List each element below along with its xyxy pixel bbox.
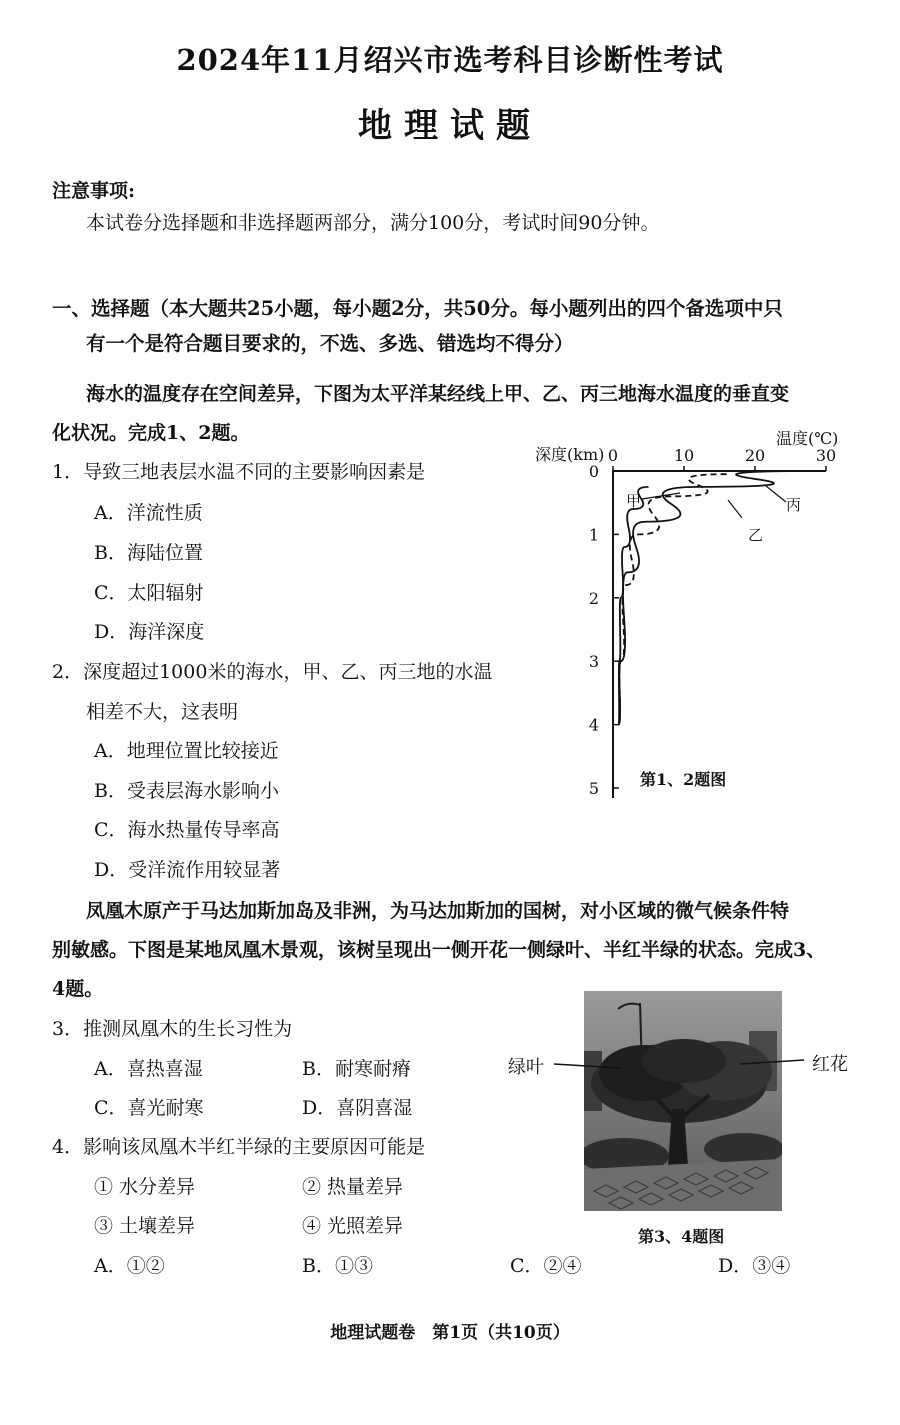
question-4-factor-1: ① 水分差异 — [94, 1176, 196, 1198]
y-tick-label: 0 — [588, 462, 599, 481]
intro2-line2: 别敏感。下图是某地凤凰木景观，该树呈现出一侧开花一侧绿叶、半红半绿的状态。完成3、 — [52, 939, 826, 961]
y-tick-label: 2 — [588, 588, 599, 608]
intro1-line2: 化状况。完成1、2题。 — [52, 422, 250, 444]
x-axis-label: 温度(℃) — [776, 429, 839, 448]
question-2-option-a: A．地理位置比较接近 — [94, 740, 279, 762]
section-heading-line1: 一、选择题（本大题共25小题，每小题2分，共50分。每小题列出的四个备选项中只 — [52, 297, 783, 320]
notice-text: 本试卷分选择题和非选择题两部分，满分100分，考试时间90分钟。 — [86, 212, 660, 234]
question-2-option-d: D．受洋流作用较显著 — [94, 859, 281, 881]
series-line-2 — [619, 474, 727, 724]
x-tick-label: 20 — [744, 446, 766, 465]
question-1-option-a: A．洋流性质 — [94, 502, 203, 524]
curve-label: 乙 — [748, 526, 764, 544]
question-1-option-b: B．海陆位置 — [94, 542, 203, 564]
temperature-depth-chart — [530, 420, 860, 820]
question-4-option-d: D．③④ — [718, 1255, 791, 1277]
question-4-factor-3: ③ 土壤差异 — [94, 1215, 196, 1237]
y-axis-label: 深度(km) — [535, 445, 605, 464]
y-tick-label: 4 — [588, 715, 599, 735]
section-heading-line2: 有一个是符合题目要求的，不选、多选、错选均不得分） — [86, 332, 574, 355]
question-2-stem-line1: 2．深度超过1000米的海水，甲、乙、丙三地的水温 — [52, 661, 493, 683]
figure1-caption: 第1、2题图 — [640, 770, 727, 789]
exam-title: 2024年11月绍兴市选考科目诊断性考试 — [176, 43, 724, 77]
notice-label: 注意事项: — [52, 180, 136, 202]
question-4-factor-4: ④ 光照差异 — [302, 1215, 404, 1237]
question-3-option-a: A．喜热喜湿 — [94, 1058, 203, 1080]
x-tick-label: 30 — [815, 446, 837, 465]
question-2-option-c: C．海水热量传导率高 — [94, 819, 280, 841]
question-1-option-d: D．海洋深度 — [94, 621, 205, 643]
curve-label: 甲 — [626, 492, 642, 510]
figure2-caption: 第3、4题图 — [638, 1227, 725, 1246]
question-4-option-a: A．①② — [94, 1255, 165, 1277]
y-tick-label: 1 — [588, 525, 599, 545]
intro2-line3: 4题。 — [52, 978, 104, 1000]
question-2-option-b: B．受表层海水影响小 — [94, 780, 279, 802]
exam-subject: 地理试题 — [358, 106, 542, 146]
question-1-stem: 1．导致三地表层水温不同的主要影响因素是 — [52, 461, 426, 483]
intro1-line1: 海水的温度存在空间差异，下图为太平洋某经线上甲、乙、丙三地海水温度的垂直变 — [86, 383, 790, 405]
question-4-factor-2: ② 热量差异 — [302, 1176, 404, 1198]
y-tick-label: 5 — [588, 779, 599, 798]
label-green-leaves: 绿叶 — [508, 1057, 544, 1078]
phoenix-tree-photo — [584, 991, 782, 1211]
curve-label-pointer — [766, 486, 786, 502]
label-red-flowers: 红花 — [812, 1054, 848, 1075]
photo-leader-lines — [550, 1050, 810, 1090]
question-4-option-b: B．①③ — [302, 1255, 373, 1277]
x-tick-label: 0 — [607, 446, 619, 465]
curve-label-pointer — [642, 493, 680, 499]
question-3-option-b: B．耐寒耐瘠 — [302, 1058, 411, 1080]
question-1-option-c: C．太阳辐射 — [94, 582, 204, 604]
series-line-3 — [619, 471, 812, 725]
question-4-stem: 4．影响该凤凰木半红半绿的主要原因可能是 — [52, 1136, 426, 1158]
question-3-option-d: D．喜阴喜湿 — [302, 1097, 413, 1119]
curve-label-pointer — [728, 500, 742, 518]
curve-label: 丙 — [786, 496, 802, 514]
intro2-line1: 凤凰木原产于马达加斯加岛及非洲，为马达加斯加的国树，对小区域的微气候条件特 — [86, 900, 790, 922]
question-4-option-c: C．②④ — [510, 1255, 582, 1277]
page-footer: 地理试题卷 第1页（共10页） — [330, 1323, 570, 1343]
question-3-option-c: C．喜光耐寒 — [94, 1097, 204, 1119]
question-2-stem-line2: 相差不大，这表明 — [86, 701, 239, 723]
x-tick-label: 10 — [673, 446, 695, 465]
y-tick-label: 3 — [588, 652, 599, 672]
question-3-stem: 3．推测凤凰木的生长习性为 — [52, 1018, 293, 1040]
